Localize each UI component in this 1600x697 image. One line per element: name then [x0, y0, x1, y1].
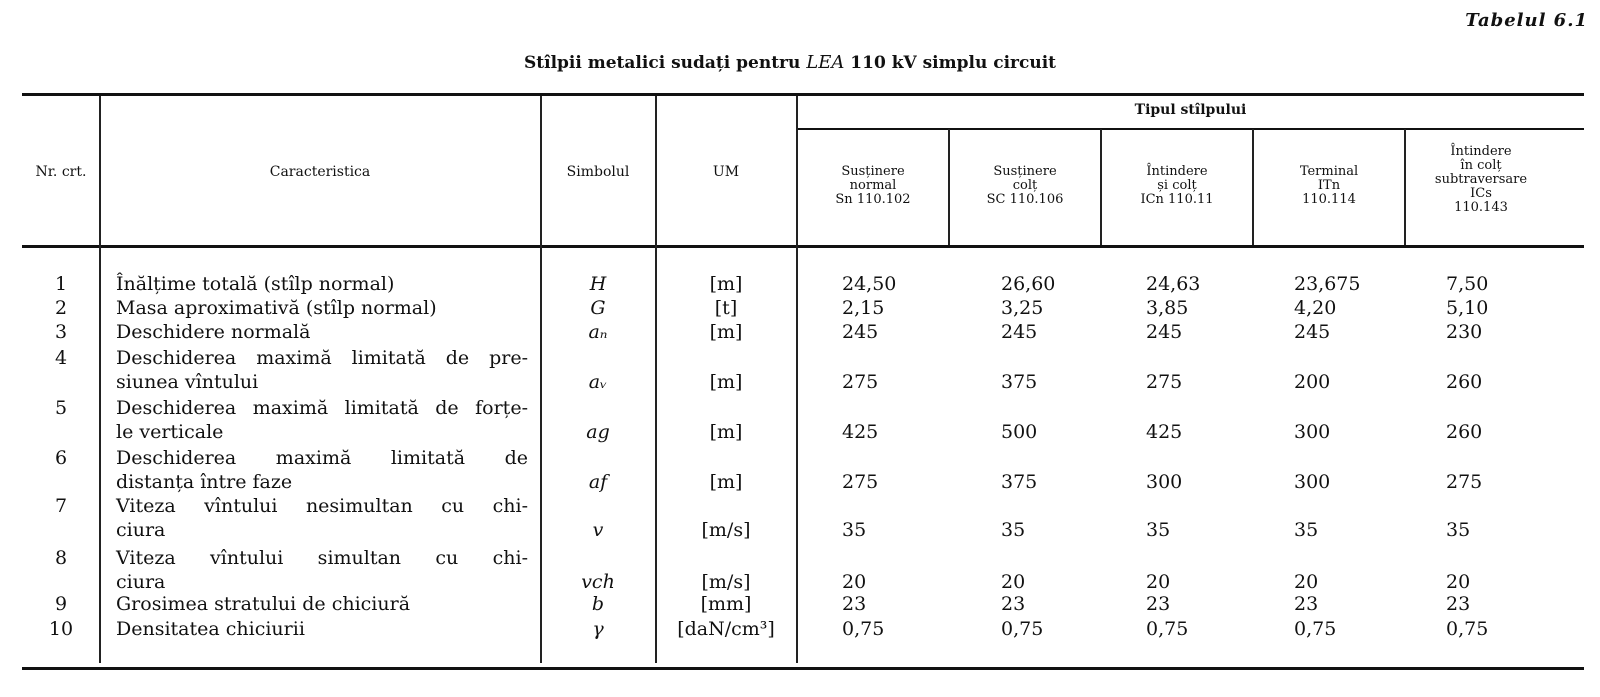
characteristic-line: Înălțime totală (stîlp normal) [116, 273, 395, 295]
header-symbol: Simbolul [566, 164, 630, 180]
value-cell: 0,75 [842, 618, 885, 640]
unit-cell: [m] [709, 273, 743, 295]
symbol-cell: G [590, 297, 606, 319]
top-rule [22, 93, 1584, 96]
value-cell: 20 [842, 571, 867, 593]
value-cell: 26,60 [1001, 273, 1056, 295]
value-cell: 300 [1146, 471, 1183, 493]
table-number-label: Tabelul 6.1 [1465, 10, 1588, 31]
value-cell: 425 [842, 421, 879, 443]
unit-cell: [m/s] [701, 519, 751, 541]
bottom-rule [22, 667, 1584, 670]
characteristic-line: ciura [116, 571, 166, 593]
header-pole-type-line: SC 110.106 [986, 192, 1064, 207]
header-pole-type-line: subtraversare [1434, 172, 1528, 187]
column-divider [99, 96, 101, 663]
characteristic-cell [116, 272, 528, 296]
header-pole-type-line: 110.143 [1454, 200, 1508, 215]
value-cell: 275 [842, 471, 879, 493]
header-pole-type-line: colț [1012, 178, 1038, 193]
value-cell: 35 [1446, 519, 1471, 541]
value-cell: 230 [1446, 321, 1483, 343]
characteristic-line: distanța între faze [116, 471, 293, 493]
row-number: 2 [54, 297, 68, 319]
header-characteristic: Caracteristica [269, 164, 371, 180]
value-cell: 200 [1294, 371, 1331, 393]
symbol-cell: aᵥ [588, 371, 608, 393]
row-number: 9 [54, 593, 68, 615]
characteristic-cell [116, 320, 528, 344]
value-cell: 275 [842, 371, 879, 393]
row-number: 7 [54, 495, 68, 517]
value-cell: 245 [1001, 321, 1038, 343]
header-pole-type [1405, 145, 1557, 215]
row-number: 5 [54, 397, 68, 419]
value-cell: 20 [1146, 571, 1171, 593]
symbol-cell: a𝑔 [586, 421, 610, 443]
header-pole-type-group: Tipul stîlpului [1134, 102, 1247, 118]
header-pole-type-line: ICn 110.11 [1140, 192, 1214, 207]
value-cell: 23 [842, 593, 867, 615]
characteristic-cell [116, 494, 528, 542]
characteristic-cell [116, 617, 528, 641]
value-cell: 300 [1294, 471, 1331, 493]
row-number: 3 [54, 321, 68, 343]
value-cell: 275 [1446, 471, 1483, 493]
row-number: 6 [54, 447, 68, 469]
symbol-cell: a𝑓 [588, 471, 608, 493]
row-number: 1 [54, 273, 68, 295]
value-cell: 4,20 [1294, 297, 1337, 319]
header-pole-type [949, 165, 1101, 207]
header-pole-type-line: în colț [1460, 158, 1502, 173]
symbol-cell: H [589, 273, 607, 295]
characteristic-line: Deschidere normală [116, 321, 311, 343]
characteristic-line: siunea vîntului [116, 371, 259, 393]
header-pole-type [797, 165, 949, 207]
header-pole-type-line: Întindere [1146, 164, 1208, 179]
value-cell: 0,75 [1294, 618, 1337, 640]
characteristic-cell [116, 592, 528, 616]
header-pole-type-line: și colț [1157, 178, 1197, 193]
characteristic-cell [116, 446, 528, 494]
value-cell: 35 [842, 519, 867, 541]
row-number: 8 [54, 547, 68, 569]
unit-cell: [m/s] [701, 571, 751, 593]
row-number: 4 [54, 347, 68, 369]
value-cell: 500 [1001, 421, 1038, 443]
characteristic-cell [116, 346, 528, 394]
characteristic-line: Masa aproximativă (stîlp normal) [116, 297, 437, 319]
header-pole-type-line: 110.114 [1302, 192, 1356, 207]
value-cell: 23 [1001, 593, 1026, 615]
unit-cell: [m] [709, 321, 743, 343]
value-cell: 260 [1446, 421, 1483, 443]
title-abbr: LEA [806, 52, 845, 73]
value-cell: 0,75 [1001, 618, 1044, 640]
value-cell: 35 [1146, 519, 1171, 541]
characteristic-line: Viteza vîntului nesimultan cu chi- [116, 495, 528, 517]
characteristic-cell [116, 396, 528, 444]
characteristic-line: le verticale [116, 421, 224, 443]
header-pole-type-line: Terminal [1299, 164, 1359, 179]
unit-cell: [mm] [700, 593, 752, 615]
symbol-cell: b [591, 593, 605, 615]
value-cell: 23 [1446, 593, 1471, 615]
value-cell: 23 [1294, 593, 1319, 615]
value-cell: 300 [1294, 421, 1331, 443]
value-cell: 375 [1001, 371, 1038, 393]
characteristic-line: Densitatea chiciurii [116, 618, 305, 640]
value-cell: 245 [842, 321, 879, 343]
symbol-cell: v [592, 519, 604, 541]
value-cell: 0,75 [1446, 618, 1489, 640]
unit-cell: [m] [709, 421, 743, 443]
header-pole-type-line: Susținere [841, 164, 905, 179]
title-text-start: Stîlpii metalici sudați pentru [523, 53, 807, 73]
unit-cell: [daN/cm³] [677, 618, 775, 640]
title-text-end: 110 kV simplu circuit [844, 53, 1057, 73]
header-pole-type [1253, 165, 1405, 207]
header-unit: UM [712, 164, 740, 180]
characteristic-line: Grosimea stratului de chiciură [116, 593, 411, 615]
characteristic-line: Deschiderea maximă limitată de pre- [116, 347, 528, 369]
value-cell: 35 [1294, 519, 1319, 541]
characteristic-cell [116, 546, 528, 594]
header-pole-type-line: Întindere [1450, 144, 1512, 159]
characteristic-cell [116, 296, 528, 320]
characteristic-line: Deschiderea maximă limitată de forțe- [116, 397, 528, 419]
row-number: 10 [48, 618, 74, 640]
value-cell: 0,75 [1146, 618, 1189, 640]
value-cell: 23,675 [1294, 273, 1361, 295]
header-pole-type-line: ITn [1317, 178, 1341, 193]
value-cell: 275 [1146, 371, 1183, 393]
characteristic-line: Viteza vîntului simultan cu chi- [116, 547, 528, 569]
value-cell: 20 [1446, 571, 1471, 593]
value-cell: 245 [1294, 321, 1331, 343]
value-cell: 3,25 [1001, 297, 1044, 319]
value-cell: 3,85 [1146, 297, 1189, 319]
symbol-cell: γ [592, 618, 604, 640]
header-pole-type-line: ICs [1470, 186, 1492, 201]
unit-cell: [m] [709, 471, 743, 493]
unit-cell: [m] [709, 371, 743, 393]
value-cell: 20 [1001, 571, 1026, 593]
header-nr: Nr. crt. [35, 164, 87, 180]
header-pole-type-line: Sn 110.102 [835, 192, 911, 207]
header-pole-type-line: normal [849, 178, 897, 193]
header-bottom-rule [22, 245, 1584, 248]
table-title [0, 52, 1580, 73]
header-pole-type [1101, 165, 1253, 207]
symbol-cell: aₙ [588, 321, 608, 343]
value-cell: 35 [1001, 519, 1026, 541]
characteristic-line: Deschiderea maximă limitată de [116, 447, 528, 469]
value-cell: 7,50 [1446, 273, 1489, 295]
value-cell: 260 [1446, 371, 1483, 393]
value-cell: 20 [1294, 571, 1319, 593]
header-pole-type-line: Susținere [993, 164, 1057, 179]
value-cell: 24,50 [842, 273, 897, 295]
value-cell: 23 [1146, 593, 1171, 615]
characteristic-line: ciura [116, 519, 166, 541]
value-cell: 5,10 [1446, 297, 1489, 319]
value-cell: 24,63 [1146, 273, 1201, 295]
symbol-cell: v𝑐ℎ [581, 571, 615, 593]
value-cell: 425 [1146, 421, 1183, 443]
value-cell: 245 [1146, 321, 1183, 343]
group-header-rule [797, 128, 1584, 130]
unit-cell: [t] [714, 297, 738, 319]
value-cell: 375 [1001, 471, 1038, 493]
value-cell: 2,15 [842, 297, 885, 319]
